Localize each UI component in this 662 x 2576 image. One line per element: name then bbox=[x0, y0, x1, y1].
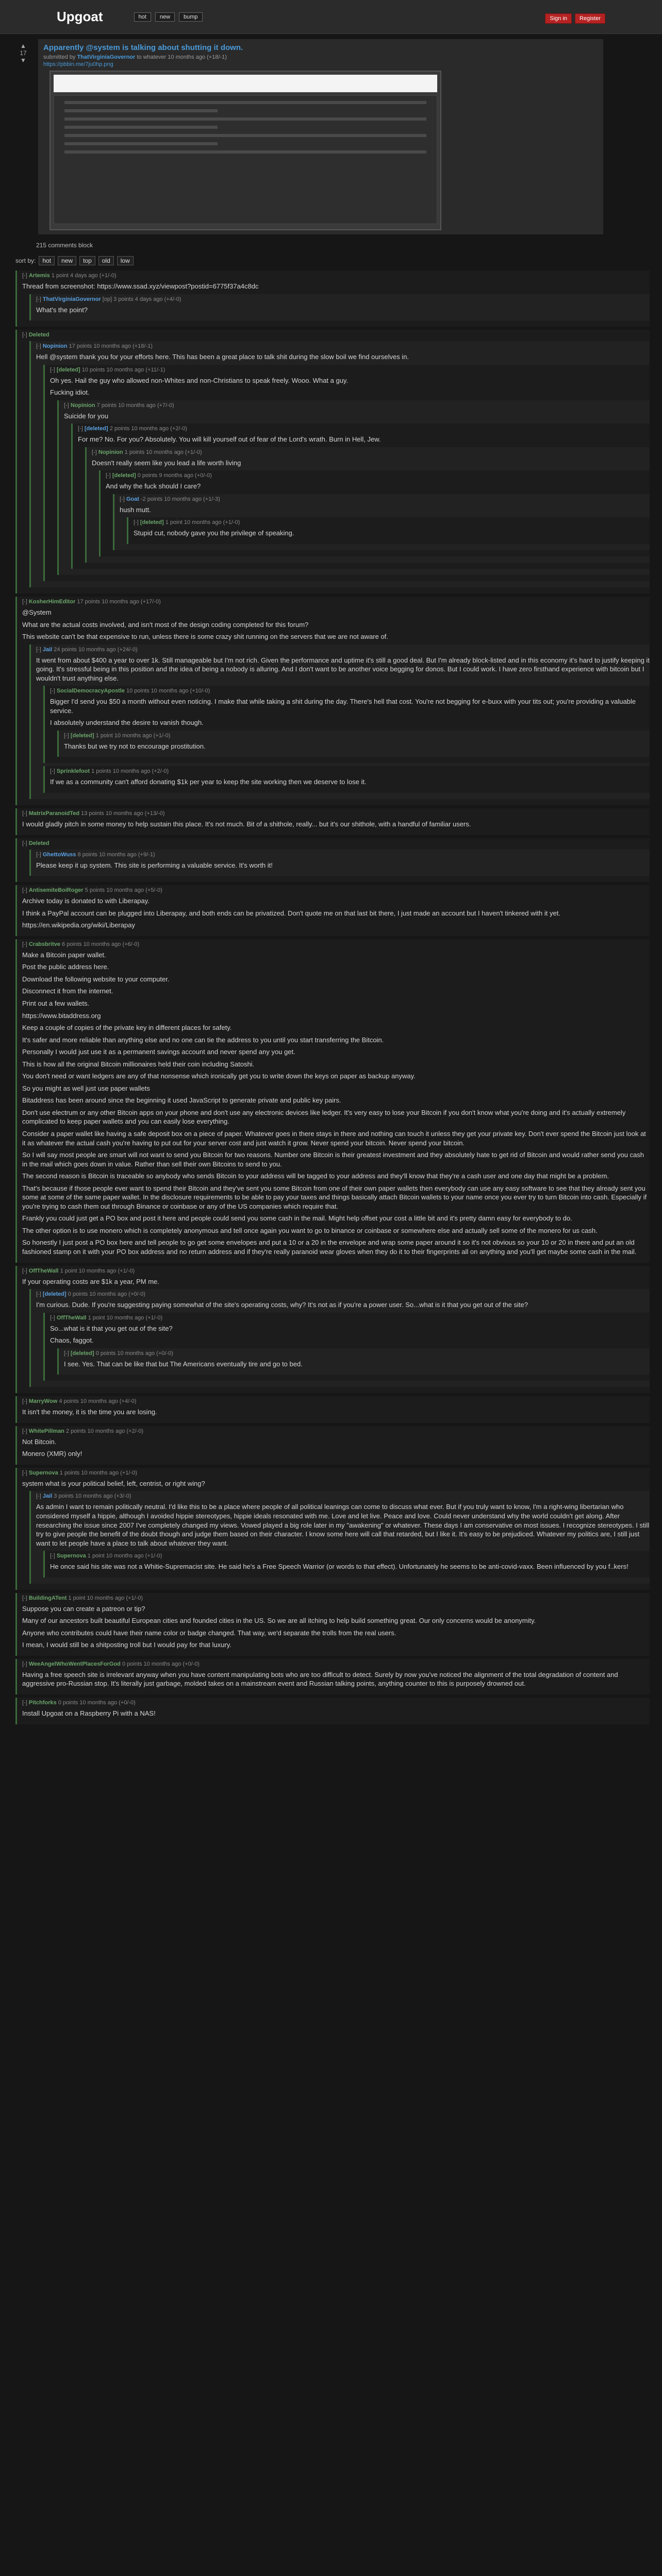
comment-header bbox=[64, 1350, 650, 1357]
comment-author[interactable]: Sprinklefoot bbox=[56, 768, 90, 775]
post-votes bbox=[15, 39, 31, 234]
tab-hot[interactable]: hot bbox=[134, 12, 151, 22]
comment-paragraph: Post the public address here. bbox=[22, 963, 109, 971]
comment-body bbox=[22, 951, 650, 1257]
collapse-icon[interactable]: [-] bbox=[22, 1595, 29, 1601]
comment-paragraph: It went from about $400 a year to over 1k. Still manageable but I'm not rich. Given the performance and uptime it's still a good deal. But I'm already block-listed and in this economy it's hard to justify keeping it going. It's stressful being in this position and the idea of being a nobody is alluring. And I don't want to be another voice begging for donos. But I could work. I have zero firsthand experience with bitcoin but I wouldn't trust anything else. bbox=[36, 656, 650, 682]
comment-body bbox=[36, 1300, 650, 1310]
comment-paragraph: I'm curious. Dude. If you're suggesting paying somewhat of the site's operating costs, why? It's not as if you're a power user. So...what is it that you get out of the site? bbox=[36, 1301, 528, 1309]
comment-meta: 7 points 10 months ago (+7/-0) bbox=[96, 402, 174, 409]
comment-header bbox=[36, 1493, 650, 1499]
comment-paragraph: Having a free speech site is irrelevant anyway when you have content manipulating bots who are too difficult to detect. Surely by now you've noticed the alignment of the total degradation of content and aggressive pro-Russian stop. It's literally just garbage, molded takes on a mainstream event and Russian talking points, anything counter to this is purposely drowned out. bbox=[22, 1670, 618, 1688]
comment-body bbox=[92, 459, 650, 468]
comment-author[interactable]: Supernova bbox=[28, 1469, 58, 1476]
comment-body bbox=[36, 861, 650, 870]
comment-meta: 5 points 10 months ago (+5/-0) bbox=[85, 887, 162, 894]
tab-new[interactable]: new bbox=[155, 12, 175, 22]
top-bar bbox=[0, 0, 662, 34]
comment-body bbox=[134, 529, 650, 538]
block-link[interactable]: block bbox=[78, 242, 93, 249]
post-author[interactable]: ThatVirginiaGovernor bbox=[77, 54, 136, 60]
post-image-line bbox=[64, 142, 218, 145]
comment-author[interactable]: Goat bbox=[126, 496, 139, 502]
comment-body bbox=[22, 1437, 650, 1459]
comment-meta: [op] 3 points 4 days ago (+4/-0) bbox=[102, 296, 181, 302]
post-meta-suffix: to whatever 10 months ago (+18/-1) bbox=[137, 54, 227, 60]
comment-paragraph: And why the fuck should I care? bbox=[106, 482, 201, 490]
post-image-line bbox=[64, 126, 218, 129]
comment-paragraph: I would gladly pitch in some money to help sustain this place. It's not much. Bit of a shithole, really... but it's our shithole, with a handful of familiar users. bbox=[22, 820, 471, 828]
comment-header bbox=[22, 1700, 650, 1706]
comment-author[interactable]: Pitchforks bbox=[28, 1700, 57, 1706]
post-image-line bbox=[64, 109, 218, 112]
sort-hot[interactable]: hot bbox=[39, 256, 55, 265]
comment-paragraph: Monero (XMR) only! bbox=[22, 1450, 82, 1458]
collapse-icon[interactable]: [-] bbox=[22, 273, 29, 279]
comment bbox=[15, 1698, 650, 1724]
sort-new[interactable]: new bbox=[58, 256, 76, 265]
comment-header bbox=[92, 449, 650, 455]
comment bbox=[15, 1593, 650, 1656]
collapse-icon[interactable]: [-] bbox=[92, 449, 98, 455]
comment-body bbox=[50, 697, 650, 727]
comment-header bbox=[22, 1470, 650, 1476]
collapse-icon[interactable]: [-] bbox=[22, 1700, 29, 1706]
comment bbox=[15, 330, 650, 594]
collapse-icon[interactable]: [-] bbox=[64, 732, 71, 739]
collapse-icon[interactable]: [-] bbox=[22, 599, 29, 605]
comment-paragraph: hush mutt. bbox=[120, 505, 151, 514]
comment-meta: 1 point 10 months ago (+1/-0) bbox=[60, 1267, 135, 1274]
comment-header bbox=[22, 941, 650, 947]
comment-paragraph: Chaos, faggot. bbox=[50, 1336, 94, 1345]
post-score: 17 bbox=[20, 49, 27, 57]
comment-header bbox=[36, 296, 650, 302]
post-image-line bbox=[64, 101, 426, 104]
comment bbox=[29, 294, 650, 321]
comment-meta: 6 points 10 months ago (+6/-0) bbox=[62, 941, 140, 947]
comment-author[interactable]: Jail bbox=[42, 646, 53, 653]
comment-body bbox=[22, 1670, 650, 1688]
comment-paragraph: Not Bitcoin. bbox=[22, 1437, 57, 1446]
comment-body bbox=[22, 608, 650, 641]
comment-body bbox=[22, 282, 650, 291]
comment-paragraph: @System bbox=[22, 608, 52, 617]
comment-meta: 10 points 10 months ago (+11/-1) bbox=[81, 366, 166, 373]
comment-paragraph: Don't use electrum or any other Bitcoin apps on your phone and don't use any electronic devices like ledger. It's very easy to lose your Bitcoin if you don't know what you're doing and it's actually extremely complicated to keep paper wallets and you can easily lose everything. bbox=[22, 1108, 626, 1126]
comment-header bbox=[120, 496, 650, 502]
comment-body bbox=[22, 1408, 650, 1417]
comment-author[interactable]: [deleted] bbox=[84, 426, 108, 432]
collapse-icon[interactable]: [-] bbox=[64, 1350, 71, 1357]
comment bbox=[15, 885, 650, 936]
comment bbox=[15, 808, 650, 835]
comment-paragraph: I see. Yes. That can be like that but The Americans eventually tire and go to bed. bbox=[64, 1360, 303, 1368]
collapse-icon[interactable]: [-] bbox=[50, 1314, 57, 1321]
comment-author[interactable]: Crabsbritve bbox=[28, 941, 60, 947]
comment-header bbox=[22, 332, 650, 338]
comment-body bbox=[22, 1604, 650, 1650]
comment-meta: 4 points 10 months ago (+4/-0) bbox=[59, 1398, 137, 1405]
comment bbox=[15, 1426, 650, 1465]
collapse-icon[interactable]: [-] bbox=[50, 768, 57, 775]
comment-paragraph: Oh yes. Hail the guy who allowed non-Whites and non-Christians to speak freely. Wooo. What a guy. bbox=[50, 376, 349, 384]
comment-body bbox=[50, 1562, 650, 1571]
comment-author[interactable]: [deleted] bbox=[112, 472, 136, 479]
comment-sortbar bbox=[15, 256, 662, 265]
comment bbox=[43, 365, 650, 581]
comment-paragraph: Personally I would just use it as a permanent savings account and never spend any you get. bbox=[22, 1048, 295, 1056]
comment bbox=[29, 341, 650, 587]
comment-author[interactable]: Nopinion bbox=[70, 402, 95, 409]
comment-author[interactable]: SocialDemocracyApostle bbox=[56, 688, 125, 694]
comment-author[interactable]: ThatVirginiaGovernor bbox=[42, 296, 101, 302]
comment-paragraph: https://en.wikipedia.org/wiki/Liberapay bbox=[22, 921, 135, 929]
comment-meta: 1 point 10 months ago (+1/-0) bbox=[165, 519, 240, 526]
sign-in-button[interactable]: Sign in bbox=[545, 13, 572, 24]
comment-header bbox=[36, 852, 650, 858]
comment-body bbox=[22, 896, 650, 930]
comment bbox=[15, 1659, 650, 1694]
collapse-icon[interactable]: [-] bbox=[50, 688, 57, 694]
comment-body bbox=[36, 352, 650, 362]
comment-author[interactable]: OffTheWall bbox=[28, 1267, 59, 1274]
collapse-icon[interactable]: [-] bbox=[36, 1493, 43, 1500]
comment-header bbox=[22, 1268, 650, 1274]
comment-paragraph: What are the actual costs involved, and isn't most of the design coding completed for this forum? bbox=[22, 620, 309, 629]
comment-header bbox=[36, 343, 650, 349]
collapse-icon[interactable]: [-] bbox=[36, 1291, 43, 1298]
comment-paragraph: Bigger I'd send you $50 a month without even noticing. I make that while taking a shit during the day. There's hell that cost. You're not begging for e-buxx with your tits out; you're providing a valuable service. bbox=[50, 698, 636, 715]
post-image-line bbox=[64, 150, 426, 154]
comment-paragraph: Hell @system thank you for your efforts here. This has been a great place to talk shit during the slow boil we find ourselves in. bbox=[36, 353, 409, 361]
comment bbox=[85, 447, 650, 563]
comment-author[interactable]: WhitePillman bbox=[28, 1428, 64, 1434]
comment-author[interactable]: [deleted] bbox=[70, 1350, 94, 1357]
comment-paragraph: Anyone who contributes could have their name color or badge changed. That way, we'd separate the trolls from the real users. bbox=[22, 1629, 396, 1637]
comment-paragraph: Frankly you could just get a PO box and post it here and people could send you some cash in the mail. Might help offset your cost a little bit and it's pretty damn easy for everybody to do. bbox=[22, 1214, 572, 1223]
comment bbox=[29, 645, 650, 799]
comment-meta: 1 point 10 months ago (+1/-0) bbox=[88, 1314, 163, 1321]
comment-paragraph: I absolutely understand the desire to vanish though. bbox=[50, 719, 204, 727]
comment bbox=[29, 1289, 650, 1387]
sort-top[interactable]: top bbox=[79, 256, 95, 265]
comment-meta: -2 points 10 months ago (+1/-3) bbox=[140, 496, 220, 502]
collapse-icon[interactable]: [-] bbox=[22, 1428, 29, 1434]
comment bbox=[127, 517, 650, 544]
post-meta bbox=[43, 54, 598, 60]
comment-paragraph: This is how all the original Bitcoin millionaires held their coin including Satoshi. bbox=[22, 1060, 255, 1068]
comment bbox=[29, 1491, 650, 1583]
comment-meta: 0 points 9 months ago (+0/-0) bbox=[137, 472, 212, 479]
collapse-icon[interactable]: [-] bbox=[22, 1267, 29, 1274]
comment-body bbox=[50, 1324, 650, 1345]
comment-author[interactable]: Artemis bbox=[28, 273, 50, 279]
comment-meta: 0 points 10 months ago (+0/-0) bbox=[122, 1660, 200, 1667]
comment bbox=[43, 1313, 650, 1381]
collapse-icon[interactable]: [-] bbox=[36, 343, 43, 350]
comment bbox=[113, 494, 650, 550]
comment-header bbox=[22, 887, 650, 893]
comment-author[interactable]: Deleted bbox=[28, 332, 49, 338]
comment-meta: 10 points 10 months ago (+10/-0) bbox=[126, 688, 210, 694]
comment bbox=[15, 838, 650, 883]
comment-author[interactable]: Supernova bbox=[56, 1553, 86, 1560]
comment-body bbox=[120, 505, 650, 515]
collapse-icon[interactable]: [-] bbox=[22, 941, 29, 947]
comment-paragraph: So honestly I just post a PO box here and tell people to go get some envelopes and put a 10 or a 20 in the envelope and wrap some paper around it so it's not obvious so your 10 or 20 in there and put an old fashioned stamp on it with your PO box address and no return address and if they're really paranoid wear gloves when they do it to their fingerprints all on anything and you'll get maybe some cash in the mail. bbox=[22, 1239, 637, 1256]
comment-meta: 0 points 10 months ago (+0/-0) bbox=[95, 1350, 173, 1357]
comment-author[interactable]: BuildingATent bbox=[28, 1595, 67, 1601]
collapse-icon[interactable]: [-] bbox=[36, 646, 43, 653]
comment-body bbox=[36, 306, 650, 315]
comment-header bbox=[22, 599, 650, 605]
comment bbox=[15, 939, 650, 1263]
comment-paragraph: Make a Bitcoin paper wallet. bbox=[22, 951, 106, 959]
comment-body bbox=[64, 1360, 650, 1369]
comment-paragraph: That's because if those people ever want to spend their Bitcoin and they've sent you some Bitcoin from one of their own paper wallets then everybody can use any easy software to see that they already sent you some at some of the same paper wallet. In the disclosure requirements to be able to pay your taxes and things basically attach Bitcoin wallets to your name once you ever try to turn Bitcoin into cash. Especially if you're trying to cash them out through Binance or coinbase or any of the US companies which require that. bbox=[22, 1184, 647, 1210]
comment-meta: 17 points 10 months ago (+17/-0) bbox=[77, 599, 161, 605]
comment-author[interactable]: Nopinion bbox=[98, 449, 123, 455]
comment-header bbox=[50, 1315, 650, 1321]
collapse-icon[interactable]: [-] bbox=[22, 887, 29, 894]
comment-body bbox=[36, 1502, 650, 1548]
collapse-icon[interactable]: [-] bbox=[106, 472, 112, 479]
comment-paragraph: Disconnect it from the internet. bbox=[22, 987, 113, 995]
comment-meta: 1 point 10 months ago (+1/-0) bbox=[95, 732, 171, 739]
comment-meta: 1 point 10 months ago (+1/-0) bbox=[68, 1595, 143, 1601]
comment-paragraph: Keep a couple of copies of the private key in different places for safety. bbox=[22, 1024, 232, 1032]
comment bbox=[43, 766, 650, 793]
collapse-icon[interactable]: [-] bbox=[22, 332, 29, 338]
comment-author[interactable]: Deleted bbox=[28, 840, 49, 846]
comment bbox=[57, 1348, 650, 1375]
sort-old[interactable]: old bbox=[98, 256, 114, 265]
comment bbox=[15, 1468, 650, 1590]
comment-paragraph: So...what is it that you get out of the site? bbox=[50, 1324, 173, 1332]
comment-paragraph: The other option is to use monero which is completely anonymous and tell once again you want to go to binance or coinbase or somewhere else and actually sell some of the monero for us cash. bbox=[22, 1226, 598, 1234]
comment-author[interactable]: [deleted] bbox=[56, 366, 80, 373]
comment-paragraph: Print out a few wallets. bbox=[22, 999, 90, 1007]
comment-body bbox=[22, 1479, 650, 1488]
comment-paragraph: So I will say most people are smart will not want to send you Bitcoin for two reasons. Number one Bitcoin is their greatest investment and they absolutely hate to get rid of Bitcoin and would rather send you cash in the mail which goes down in value. Rather than sell their own Bitcoins to send to you. bbox=[22, 1151, 644, 1168]
comment-body bbox=[106, 482, 650, 491]
comment-meta: 1 point 4 days ago (+1/-0) bbox=[51, 273, 117, 279]
comment-author[interactable]: WeeAngelWhoWentPlacesForGod bbox=[28, 1660, 121, 1667]
comment-meta: 24 points 10 months ago (+24/-0) bbox=[54, 646, 138, 653]
comments-section bbox=[15, 270, 650, 1724]
comment-paragraph: Many of our ancestors built beautiful European cities and founded cities in the US. So we are all itching to help build something great. Our only concerns would be anonymity. bbox=[22, 1617, 536, 1625]
comment-paragraph: The second reason is Bitcoin is traceable so anybody who sends Bitcoin to your address will be tagged to your address and they'll know that they're a cash user and one day that might be a problem. bbox=[22, 1172, 609, 1180]
comment-author[interactable]: AntisemiteBoiRoger bbox=[28, 887, 84, 894]
comment-paragraph: Suicide for you bbox=[64, 412, 108, 420]
comment-meta: 1 points 10 months ago (+1/-0) bbox=[59, 1469, 137, 1476]
comment-body bbox=[22, 1277, 650, 1286]
post bbox=[15, 39, 603, 234]
comment bbox=[99, 470, 650, 556]
comment-paragraph: Stupid cut, nobody gave you the privilege of speaking. bbox=[134, 529, 294, 537]
comment-meta: 1 point 10 months ago (+1/-0) bbox=[87, 1553, 162, 1560]
comment-header bbox=[134, 519, 650, 526]
comment-header bbox=[106, 472, 650, 479]
comment-header bbox=[22, 840, 650, 846]
comment-paragraph: Download the following website to your computer. bbox=[22, 975, 170, 983]
post-footer bbox=[36, 242, 662, 249]
collapse-icon[interactable]: [-] bbox=[64, 402, 71, 409]
comment bbox=[57, 400, 650, 575]
comment-meta: 8 points 10 months ago (+9/-1) bbox=[77, 851, 155, 858]
comment-paragraph: He once said his site was not a Whitie-Supremacist site. He said he's a Free Speech Warrior (or words to that effect). Unfortunately he seems to be anti-covid-vaxx. Been influenced by you f..kers! bbox=[50, 1563, 628, 1571]
collapse-icon[interactable]: [-] bbox=[22, 1660, 29, 1667]
site-logo[interactable]: Upgoat bbox=[57, 9, 103, 24]
comment-header bbox=[78, 426, 650, 432]
comment-header bbox=[22, 273, 650, 279]
comment-header bbox=[64, 733, 650, 739]
comment-header bbox=[36, 647, 650, 653]
comment-meta: 2 points 10 months ago (+2/-0) bbox=[109, 426, 187, 432]
post-link[interactable]: https://pbbin.me/7ju0hp.png bbox=[43, 61, 113, 67]
collapse-icon[interactable]: [-] bbox=[78, 426, 85, 432]
comment-paragraph: Install Upgoat on a Raspberry Pi with a NAS! bbox=[22, 1709, 156, 1718]
comment-paragraph: Suppose you can create a patreon or tip? bbox=[22, 1604, 145, 1613]
comment-paragraph: What's the point? bbox=[36, 306, 88, 314]
comment-author[interactable]: KosherHimEditor bbox=[28, 599, 76, 605]
comment-paragraph: If your operating costs are $1k a year, PM me. bbox=[22, 1277, 159, 1285]
comment-header bbox=[22, 1398, 650, 1404]
comment-author[interactable]: MarryWow bbox=[28, 1398, 58, 1405]
upvote-icon[interactable]: ▲ bbox=[20, 42, 26, 49]
comment-author[interactable]: [deleted] bbox=[42, 1291, 67, 1298]
comment-paragraph: Fucking idiot. bbox=[50, 388, 90, 397]
comment-body bbox=[50, 777, 650, 787]
comment-meta: 1 points 10 months ago (+1/-0) bbox=[124, 449, 202, 455]
header-tabs bbox=[134, 12, 203, 22]
comment-paragraph: I mean, I would still be a shitposting troll but I would pay for that luxury. bbox=[22, 1641, 231, 1649]
comment-header bbox=[36, 1291, 650, 1297]
sort-label: sort by: bbox=[15, 257, 36, 264]
comment-header bbox=[50, 768, 650, 774]
comment-paragraph: It isn't the money, it is the time you are losing. bbox=[22, 1408, 157, 1416]
comment-author[interactable]: MatrixParanoidTed bbox=[28, 810, 80, 817]
comment-author[interactable]: OffTheWall bbox=[56, 1314, 87, 1321]
tab-bump[interactable]: bump bbox=[179, 12, 203, 22]
comment bbox=[43, 686, 650, 763]
register-button[interactable]: Register bbox=[575, 13, 605, 24]
comment-paragraph: For me? No. For you? Absolutely. You will kill yourself out of fear of the Lord's wrath. Burn in Hell, Jew. bbox=[78, 435, 381, 444]
comment-paragraph: So you might as well just use paper wallets bbox=[22, 1084, 150, 1092]
comment-header bbox=[22, 1595, 650, 1601]
comment-paragraph: Bitaddress has been around since the beginning it used JavaScript to generate private and public key pairs. bbox=[22, 1096, 341, 1105]
comment-body bbox=[78, 435, 650, 444]
sort-low[interactable]: low bbox=[117, 256, 134, 265]
comment-author[interactable]: GhettoWuss bbox=[42, 851, 76, 858]
collapse-icon[interactable]: [-] bbox=[22, 810, 29, 817]
collapse-icon[interactable]: [-] bbox=[120, 496, 126, 502]
comment-body bbox=[22, 1709, 650, 1718]
collapse-icon[interactable]: [-] bbox=[134, 519, 140, 526]
comment-paragraph: It's safer and more reliable than anything else and no one can tie the address to you until you start transferring the Bitcoin. bbox=[22, 1036, 384, 1044]
comment-header bbox=[50, 1553, 650, 1559]
comment-paragraph: Thread from screenshot: https://www.ssad.xyz/viewpost?postid=6775f37a4c8dc bbox=[22, 282, 259, 290]
comment-header bbox=[50, 367, 650, 373]
post-meta-prefix: submitted by bbox=[43, 54, 76, 60]
comment-body bbox=[22, 820, 650, 829]
comment-paragraph: I think a PayPal account can be plugged into Liberapay, and both ends can be privatized. Don't quote me on that last bit there, I just made an account but I haven't tinkered with it yet. bbox=[22, 909, 560, 917]
comment-paragraph: Consider a paper wallet like having a safe deposit box on a piece of paper. Whatever goes in there stays in there and nothing can touch it unless they get your private key. Don't ever spend the Bitcoin just look at it as whatever the actual cash you're having to put out for your server cost and just watch it grow. Never spend your bitcoin. Never spend your bitcoin. bbox=[22, 1129, 646, 1147]
comment-header bbox=[22, 810, 650, 817]
comment-meta: 3 points 10 months ago (+3/-0) bbox=[54, 1493, 131, 1500]
post-body bbox=[38, 39, 603, 234]
comment-author[interactable]: [deleted] bbox=[140, 519, 164, 526]
comment-paragraph: You don't need or want ledgers are any of that nonsense which ironically get you to write down the keys on paper as backup anyway. bbox=[22, 1072, 416, 1080]
comment-header bbox=[22, 1661, 650, 1667]
post-image-line bbox=[64, 134, 426, 137]
comment-header bbox=[50, 688, 650, 694]
comment-paragraph: Doesn't really seem like you lead a life worth living bbox=[92, 459, 241, 467]
comment bbox=[15, 1396, 650, 1423]
comment-paragraph: Thanks but we try not to encourage prostitution. bbox=[64, 742, 206, 750]
comment-author[interactable]: Jail bbox=[42, 1493, 53, 1500]
collapse-icon[interactable]: [-] bbox=[22, 840, 29, 846]
comments-count[interactable]: 215 comments bbox=[36, 242, 77, 249]
comment bbox=[71, 423, 650, 569]
comment-paragraph: Please keep it up system. This site is performing a valuable service. It's worth it! bbox=[36, 861, 273, 869]
post-title[interactable]: Apparently @system is talking about shutting it down. bbox=[43, 43, 243, 52]
comment-meta: 13 points 10 months ago (+13/-0) bbox=[81, 810, 165, 817]
comment bbox=[43, 1551, 650, 1578]
comment bbox=[15, 270, 650, 327]
downvote-icon[interactable]: ▼ bbox=[20, 57, 26, 64]
auth-buttons bbox=[545, 13, 605, 24]
comment bbox=[15, 1266, 650, 1394]
comment-meta: 0 points 10 months ago (+0/-0) bbox=[68, 1291, 145, 1298]
comment-paragraph: This website can't be that expensive to run, unless there is some crazy shit running on the servers that we are not aware of. bbox=[22, 633, 388, 641]
comment-paragraph: If we as a community can't afford donating $1k per year to keep the site working then we deserve to lose it. bbox=[50, 778, 367, 786]
comment-paragraph: https://www.bitaddress.org bbox=[22, 1011, 101, 1020]
collapse-icon[interactable]: [-] bbox=[36, 296, 43, 302]
comment bbox=[15, 597, 650, 805]
comment-body bbox=[50, 376, 650, 397]
comment-meta: 1 points 10 months ago (+2/-0) bbox=[91, 768, 169, 775]
collapse-icon[interactable]: [-] bbox=[22, 1469, 29, 1476]
comment-header bbox=[64, 402, 650, 409]
comment-paragraph: Archive today is donated to with Liberapay. bbox=[22, 897, 150, 905]
comment-paragraph: system what is your political belief, left, centrist, or right wing? bbox=[22, 1479, 205, 1487]
comment-meta: 17 points 10 months ago (+18/-1) bbox=[69, 343, 153, 350]
comment-paragraph: As admin I want to remain politically neutral. I'd like this to be a place where people of all political leanings can come to discuss what ever. But if you truly want to know, I'm a right-wing libertarian who considered myself a hippie, although I avoided hippie stereotypes, hippie ideals resonated with me. Love and let live. Peace and love. Could never understand why the world couldn't get along. After researching the issue since 2007 I've completely changed my views. Vowed played a big role later in my "awakening" or whatever. These days I am conservative on most issues. I recognize stereotypes. I still try to give people the benefit of the doubt though and judge them based on their character. I know some here will call that retarded, but I like it. It's easy to be prejudiced. Whatever my politics are, I still just want to let people have a place to talk about whatever they want. bbox=[36, 1503, 650, 1547]
comment-author[interactable]: [deleted] bbox=[70, 732, 94, 739]
post-image[interactable] bbox=[49, 71, 441, 230]
comment-meta: 2 points 10 months ago (+2/-0) bbox=[65, 1428, 144, 1434]
comment-body bbox=[64, 412, 650, 421]
post-image-content bbox=[54, 95, 437, 224]
comment-body bbox=[36, 656, 650, 683]
collapse-icon[interactable]: [-] bbox=[50, 366, 57, 373]
post-image-line bbox=[64, 117, 426, 121]
comment-meta: 0 points 10 months ago (+0/-0) bbox=[58, 1700, 136, 1706]
collapse-icon[interactable]: [-] bbox=[22, 1398, 29, 1405]
comment-author[interactable]: Nopinion bbox=[42, 343, 68, 350]
comment-body bbox=[64, 742, 650, 751]
comment bbox=[29, 850, 650, 876]
comment bbox=[57, 731, 650, 757]
collapse-icon[interactable]: [-] bbox=[36, 851, 43, 858]
comment-header bbox=[22, 1428, 650, 1434]
post-image-header bbox=[54, 75, 437, 92]
collapse-icon[interactable]: [-] bbox=[50, 1553, 57, 1560]
